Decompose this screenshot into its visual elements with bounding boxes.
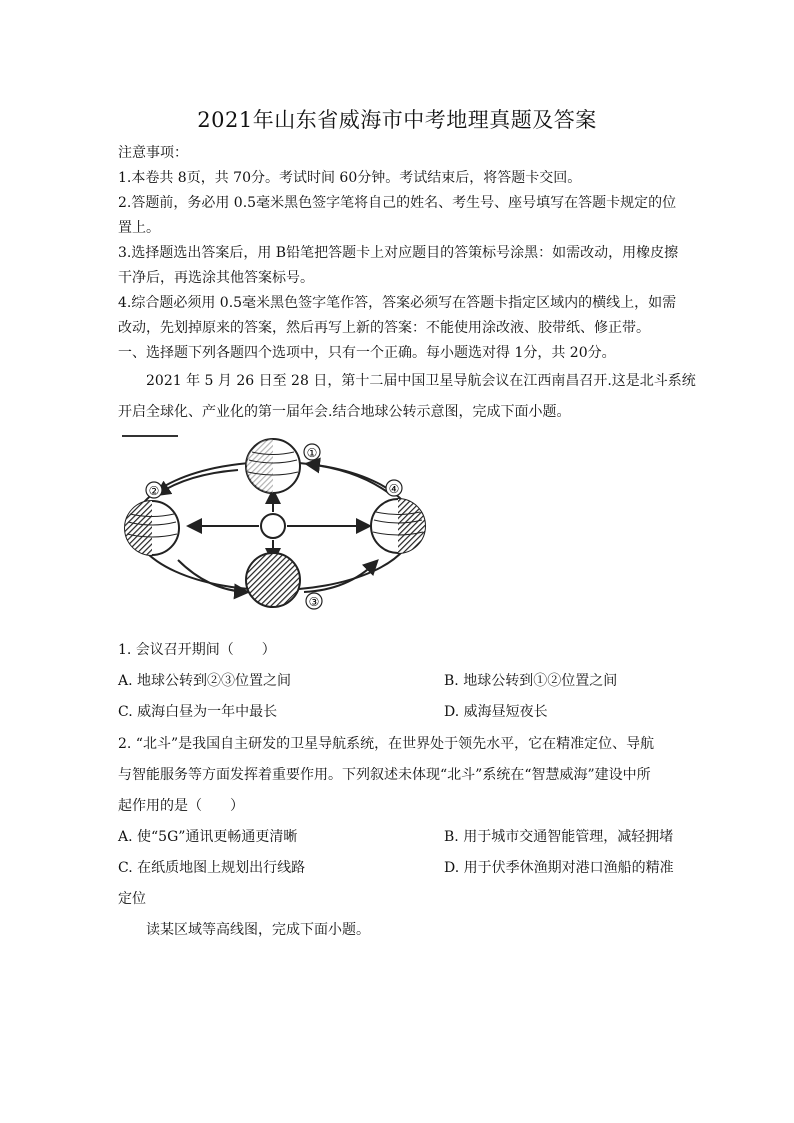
- question-2-stem-line3: 起作用的是（ ）: [118, 798, 244, 814]
- question-2-option-b[interactable]: B. 用于城市交通智能管理，减轻拥堵: [444, 829, 674, 845]
- svg-text:④: ④: [388, 482, 400, 496]
- notice-item-3-cont: 干净后，再选涂其他答案标号。: [118, 270, 314, 286]
- sun: [261, 514, 285, 538]
- question-2-option-a[interactable]: A. 使“5G”通讯更畅通更清晰: [118, 829, 298, 845]
- question-1-option-c[interactable]: C. 威海白昼为一年中最长: [118, 704, 278, 720]
- question-1-stem: 1. 会议召开期间（ ）: [118, 642, 276, 658]
- question-2-stem-line2: 与智能服务等方面发挥着重要作用。下列叙述未体现“北斗”系统在“智慧威海”建设中所: [118, 767, 651, 783]
- question-2-stem-line1: 2. “北斗”是我国自主研发的卫星导航系统，在世界处于领先水平，它在精准定位、导航: [118, 736, 655, 752]
- svg-text:①: ①: [306, 446, 318, 460]
- notice-item-2-cont: 置上。: [118, 220, 160, 236]
- orbit-arrow: [308, 464, 390, 494]
- page-title: 2021年山东省威海市中考地理真题及答案: [197, 108, 597, 132]
- question-1-option-d[interactable]: D. 威海昼短夜长: [444, 704, 548, 720]
- earth-position-2: [125, 501, 179, 555]
- position-label-1: [304, 444, 320, 460]
- question-2-option-d[interactable]: D. 用于伏季休渔期对港口渔船的精准: [444, 860, 674, 876]
- earth-position-3: [246, 553, 300, 607]
- svg-text:③: ③: [308, 595, 320, 609]
- question-2-option-c[interactable]: C. 在纸质地图上规划出行线路: [118, 860, 306, 876]
- notice-heading: 注意事项：: [118, 145, 188, 161]
- section-heading: 一、选择题下列各题四个选项中，只有一个正确。每小题选对得 1分，共 20分。: [118, 345, 616, 361]
- notice-item-4-cont: 改动，先划掉原来的答案，然后再写上新的答案：不能使用涂改液、胶带纸、修正带。: [118, 320, 650, 336]
- notice-item-1: 1.本卷共 8页，共 70分。考试时间 60分钟。考试结束后，将答题卡交回。: [118, 170, 582, 186]
- question-1-option-a[interactable]: A. 地球公转到②③位置之间: [118, 673, 292, 689]
- position-label-2: [146, 482, 162, 498]
- position-label-4: [386, 480, 402, 496]
- intro-paragraph-line1: 2021 年 5 月 26 日至 28 日，第十二届中国卫星导航会议在江西南昌召开.这是北斗系统: [146, 373, 696, 389]
- svg-text:②: ②: [148, 484, 160, 498]
- notice-item-3: 3.选择题选出答案后，用 B铅笔把答题卡上对应题目的答策标号涂黑：如需改动，用橡皮擦: [118, 245, 679, 261]
- notice-item-2: 2.答题前，务必用 0.5毫米黑色签字笔将自己的姓名、考生号、座号填写在答题卡规定的位: [118, 195, 677, 211]
- notice-item-4: 4.综合题必须用 0.5毫米黑色签字笔作答，答案必须写在答题卡指定区域内的横线上，如需: [118, 295, 677, 311]
- earth-revolution-diagram: [118, 430, 438, 610]
- orbit-arrow: [158, 470, 238, 494]
- intro-paragraph-line2: 开启全球化、产业化的第一届年会.结合地球公转示意图，完成下面小题。: [118, 404, 571, 420]
- question-2-option-d-cont: 定位: [118, 891, 146, 907]
- question-1-option-b[interactable]: B. 地球公转到①②位置之间: [444, 673, 618, 689]
- position-label-3: [306, 593, 322, 609]
- intro-paragraph-2: 读某区域等高线图，完成下面小题。: [146, 922, 370, 938]
- earth-position-1: [246, 439, 300, 493]
- earth-position-4: [371, 499, 425, 553]
